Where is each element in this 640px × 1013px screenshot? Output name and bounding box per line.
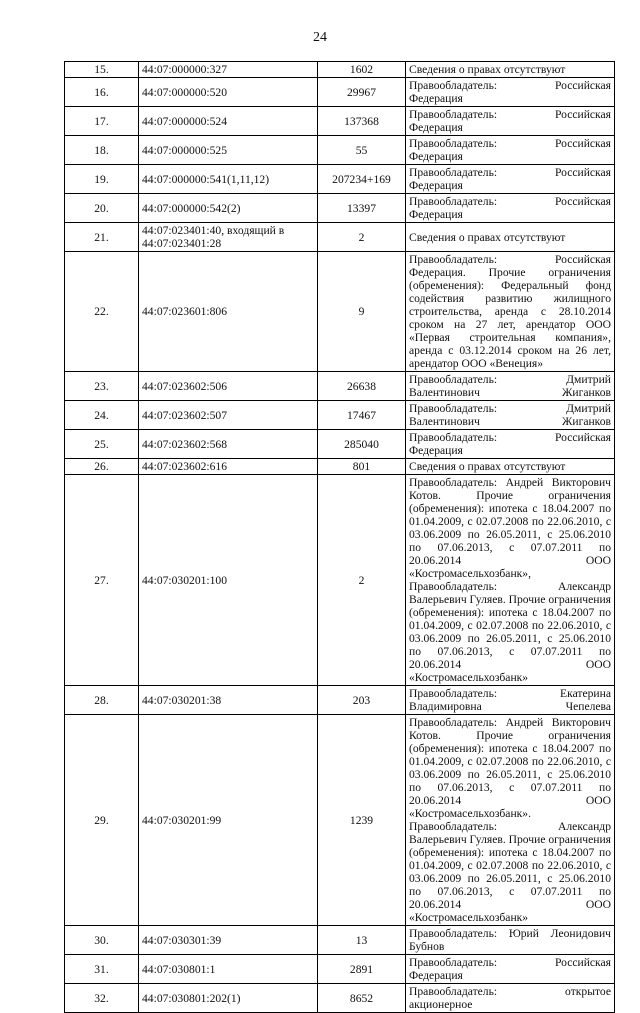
cadastral-number: 44:07:000000:524 (139, 107, 318, 136)
cadastral-number: 44:07:023601:806 (139, 252, 318, 372)
area-value: 8652 (318, 984, 406, 1013)
row-number: 31. (65, 955, 139, 984)
row-number: 21. (65, 223, 139, 252)
table-row (65, 78, 615, 107)
area-value: 2 (318, 223, 406, 252)
row-number: 27. (65, 475, 139, 686)
table-row (65, 165, 615, 194)
row-number: 26. (65, 459, 139, 475)
table-row (65, 223, 615, 252)
cadastral-number: 44:07:023401:40, входящий в 44:07:023401:28 (139, 223, 318, 252)
row-number: 18. (65, 136, 139, 165)
table-row (65, 107, 615, 136)
row-number: 19. (65, 165, 139, 194)
table-row (65, 252, 615, 372)
rights-info: Правообладатель: Российская Федерация (406, 194, 615, 223)
row-number: 30. (65, 926, 139, 955)
area-value: 26638 (318, 372, 406, 401)
rights-info: Правообладатель: Российская Федерация (406, 165, 615, 194)
cadastral-number: 44:07:030801:1 (139, 955, 318, 984)
cadastral-number: 44:07:023602:506 (139, 372, 318, 401)
table-row (65, 194, 615, 223)
row-number: 23. (65, 372, 139, 401)
row-number: 16. (65, 78, 139, 107)
rights-info: Правообладатель: Андрей Викторович Котов. Прочие ограничения (обременения): ипотека с 18.04.2007 по 01.04.2009, с 02.07.2008 по 22.06.2010, с 03.06.2009 по 26.05.2011, с 25.06.2010 по 07.06.2013, с 07.07.2011 по 20.06.2014 ООО «Костромасельхозбанк». Правообладатель: Александр Валерьевич Гуляев. Прочие ограничения (обременения): ипотека с 18.04.2007 по 01.04.2009, с 02.07.2008 по 22.06.2010, с 03.06.2009 по 26.05.2011, с 25.06.2010 по 07.06.2013, с 07.07.2011 по 20.06.2014 ООО «Костромасельхозбанк» (406, 715, 615, 926)
area-value: 285040 (318, 430, 406, 459)
cadastral-number: 44:07:030201:100 (139, 475, 318, 686)
cadastral-number: 44:07:000000:541(1,11,12) (139, 165, 318, 194)
area-value: 13397 (318, 194, 406, 223)
rights-info: Правообладатель: Российская Федерация (406, 78, 615, 107)
rights-info: Правообладатель: Дмитрий Валентинович Жиганков (406, 401, 615, 430)
area-value: 203 (318, 686, 406, 715)
row-number: 22. (65, 252, 139, 372)
cadastral-number: 44:07:030201:99 (139, 715, 318, 926)
area-value: 13 (318, 926, 406, 955)
area-value: 9 (318, 252, 406, 372)
rights-info: Правообладатель: Российская Федерация (406, 430, 615, 459)
cadastral-number: 44:07:000000:327 (139, 62, 318, 78)
cadastral-number: 44:07:000000:520 (139, 78, 318, 107)
rights-info: Правообладатель: Российская Федерация. Прочие ограничения (обременения): Федеральный фонд содействия развитию жилищного строительства, аренда с 28.10.2014 сроком на 27 лет, арендатор ООО «Первая строительная компания», аренда с 03.12.2014 сроком на 26 лет, арендатор ООО «Венеция» (406, 252, 615, 372)
row-number: 24. (65, 401, 139, 430)
table-row (65, 715, 615, 926)
table-row (65, 686, 615, 715)
table-row (65, 401, 615, 430)
row-number: 20. (65, 194, 139, 223)
rights-info: Правообладатель: открытое акционерное (406, 984, 615, 1013)
rights-info: Правообладатель: Екатерина Владимировна Чепелева (406, 686, 615, 715)
cadastral-number: 44:07:000000:525 (139, 136, 318, 165)
rights-info: Сведения о правах отсутствуют (406, 459, 615, 475)
cadastral-number: 44:07:023602:507 (139, 401, 318, 430)
row-number: 17. (65, 107, 139, 136)
row-number: 15. (65, 62, 139, 78)
rights-info: Правообладатель: Российская Федерация (406, 107, 615, 136)
cadastral-number: 44:07:000000:542(2) (139, 194, 318, 223)
rights-info: Правообладатель: Российская Федерация (406, 955, 615, 984)
row-number: 25. (65, 430, 139, 459)
table-row (65, 459, 615, 475)
cadastral-number: 44:07:030301:39 (139, 926, 318, 955)
table-row (65, 984, 615, 1013)
table-row (65, 136, 615, 165)
cadastral-number: 44:07:023602:568 (139, 430, 318, 459)
area-value: 1239 (318, 715, 406, 926)
area-value: 55 (318, 136, 406, 165)
rights-info: Правообладатель: Андрей Викторович Котов. Прочие ограничения (обременения): ипотека с 18.04.2007 по 01.04.2009, с 02.07.2008 по 22.06.2010, с 03.06.2009 по 26.05.2011, с 25.06.2010 по 07.06.2013, с 07.07.2011 по 20.06.2014 ООО «Костромасельхозбанк», Правообладатель: Александр Валерьевич Гуляев. Прочие ограничения (обременения): ипотека с 18.04.2007 по 01.04.2009, с 02.07.2008 по 22.06.2010, с 03.06.2009 по 26.05.2011, с 25.06.2010 по 07.06.2013, с 07.07.2011 по 20.06.2014 ООО «Костромасельхозбанк» (406, 475, 615, 686)
table-row (65, 372, 615, 401)
area-value: 801 (318, 459, 406, 475)
table-row (65, 926, 615, 955)
rights-info: Правообладатель: Юрий Леонидович Бубнов (406, 926, 615, 955)
area-value: 137368 (318, 107, 406, 136)
area-value: 29967 (318, 78, 406, 107)
land-registry-table (64, 61, 615, 1013)
table-row (65, 430, 615, 459)
area-value: 207234+169 (318, 165, 406, 194)
table-row (65, 62, 615, 78)
table-row (65, 955, 615, 984)
rights-info: Сведения о правах отсутствуют (406, 62, 615, 78)
area-value: 1602 (318, 62, 406, 78)
row-number: 28. (65, 686, 139, 715)
cadastral-number: 44:07:023602:616 (139, 459, 318, 475)
row-number: 29. (65, 715, 139, 926)
rights-info: Правообладатель: Российская Федерация (406, 136, 615, 165)
cadastral-number: 44:07:030201:38 (139, 686, 318, 715)
registry-table-body (65, 62, 615, 1013)
cadastral-number: 44:07:030801:202(1) (139, 984, 318, 1013)
area-value: 17467 (318, 401, 406, 430)
area-value: 2891 (318, 955, 406, 984)
area-value: 2 (318, 475, 406, 686)
table-row (65, 475, 615, 686)
row-number: 32. (65, 984, 139, 1013)
page-number: 24 (313, 30, 327, 45)
rights-info: Правообладатель: Дмитрий Валентинович Жиганков (406, 372, 615, 401)
rights-info: Сведения о правах отсутствуют (406, 223, 615, 252)
